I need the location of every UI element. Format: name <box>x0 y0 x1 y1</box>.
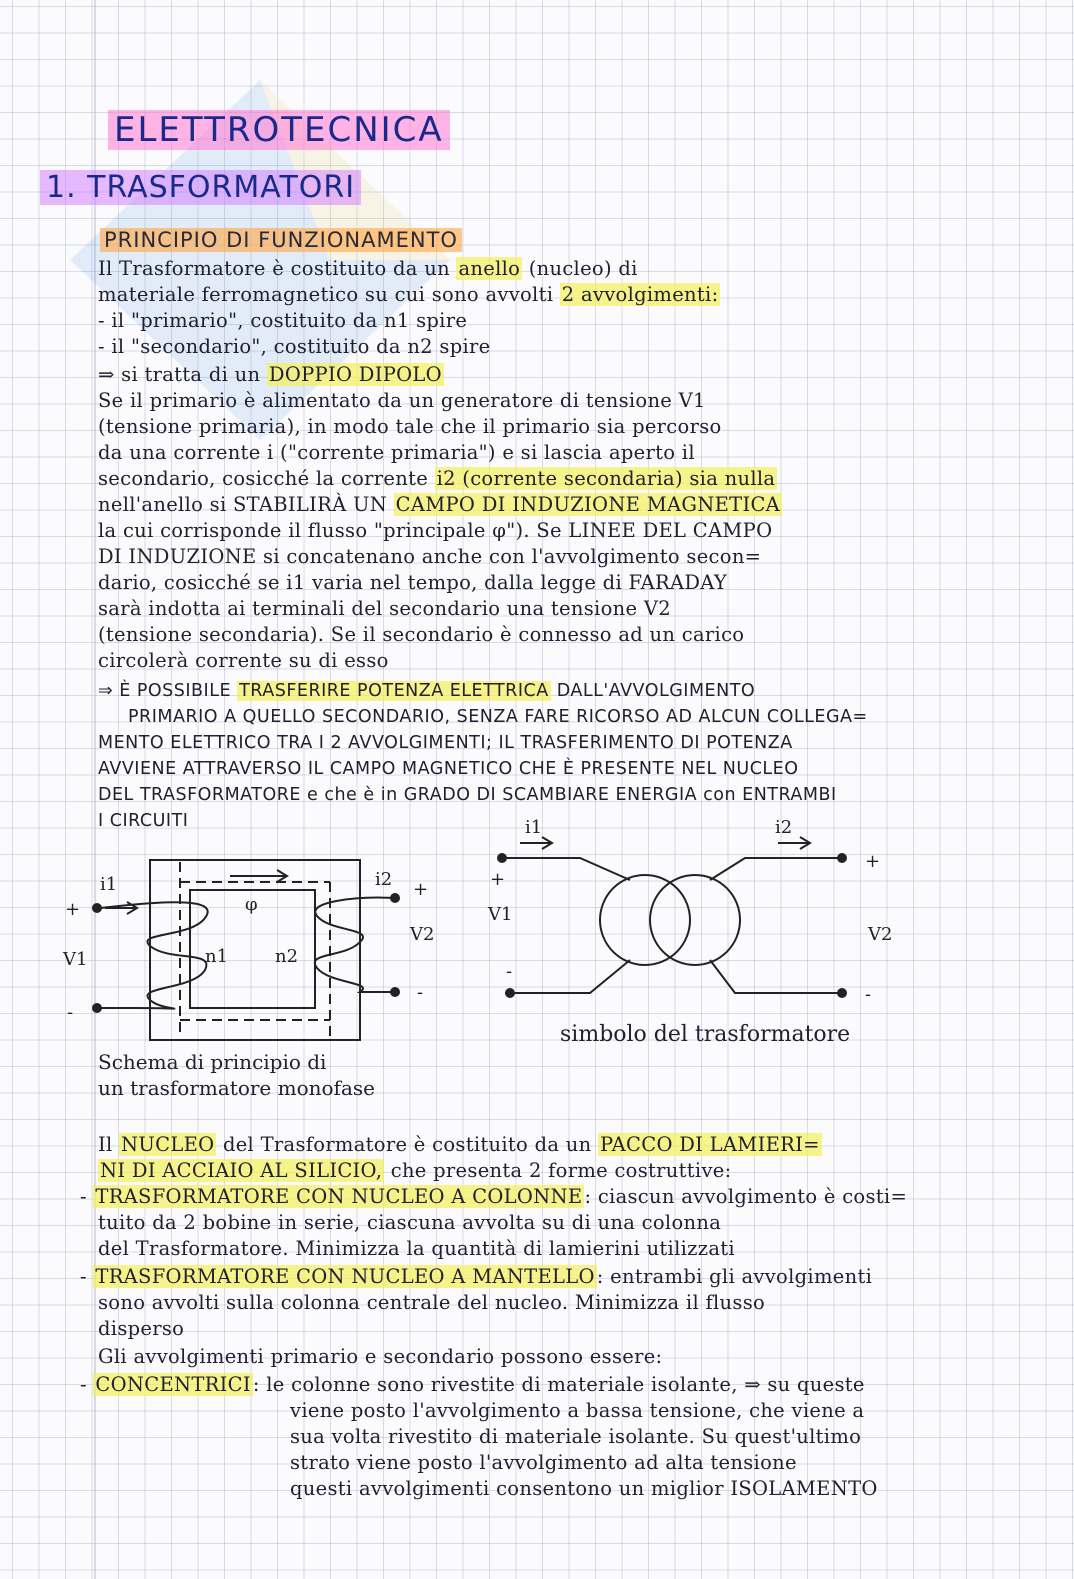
n2-label: n2 <box>275 946 299 967</box>
plus-sign: + <box>65 899 81 920</box>
text-line: sono avvolti sulla colonna centrale del nucleo. Minimizza il flusso <box>98 1291 766 1314</box>
page-title: ELETTROTECNICA <box>108 110 450 150</box>
n1-label: n1 <box>205 946 229 967</box>
i2-label: i2 <box>775 817 793 838</box>
plus-sign: + <box>413 879 429 900</box>
text-line: la cui corrisponde il flusso "principale φ"). Se LINEE DEL CAMPO <box>98 519 773 542</box>
text-line: Gli avvolgimenti primario e secondario possono essere: <box>98 1345 663 1368</box>
highlight: CAMPO DI INDUZIONE MAGNETICA <box>395 493 781 516</box>
highlight: NI DI ACCIAIO AL SILICIO, <box>100 1159 383 1182</box>
phi-label: φ <box>245 894 258 915</box>
text-line: ⇒ si tratta di un DOPPIO DIPOLO <box>98 363 442 386</box>
text-line: questi avvolgimenti consentono un miglior ISOLAMENTO <box>290 1477 878 1500</box>
i1-label: i1 <box>100 874 118 895</box>
highlight: TRASFERIRE POTENZA ELETTRICA <box>239 681 549 701</box>
text-line: strato viene posto l'avvolgimento ad alta tensione <box>290 1451 797 1474</box>
text-line: - CONCENTRICI : le colonne sono rivestite di materiale isolante, ⇒ su queste <box>80 1373 865 1396</box>
text-line: Il NUCLEO del Trasformatore è costituito da un PACCO DI LAMIERI= <box>98 1133 820 1156</box>
v1-label: V1 <box>63 949 88 970</box>
transformer-symbol-diagram <box>480 815 900 1015</box>
text-line: (tensione primaria), in modo tale che il primario sia percorso <box>98 415 722 438</box>
text-line: (tensione secondaria). Se il secondario è connesso ad un carico <box>98 623 745 646</box>
text-line: ⇒ È POSSIBILE TRASFERIRE POTENZA ELETTRICA DALL'AVVOLGIMENTO <box>98 681 756 701</box>
margin-line <box>94 0 96 1579</box>
minus-sign: - <box>417 982 424 1003</box>
text-line: DEL TRASFORMATORE e che è in GRADO DI SCAMBIARE ENERGIA con ENTRAMBI <box>98 785 837 805</box>
text-line: I CIRCUITI <box>98 811 189 831</box>
highlight: DOPPIO DIPOLO <box>268 363 442 386</box>
figure-caption: Schema di principio di <box>98 1050 327 1074</box>
i1-label: i1 <box>525 817 543 838</box>
minus-sign: - <box>865 984 872 1005</box>
text-line: - TRASFORMATORE CON NUCLEO A COLONNE : ciascun avvolgimento è costi= <box>80 1185 908 1208</box>
v2-label: V2 <box>868 924 893 945</box>
text-line: tuito da 2 bobine in serie, ciascuna avvolta su di una colonna <box>98 1211 722 1234</box>
transformer-principle-diagram <box>55 840 455 1050</box>
text-line: del Trasformatore. Minimizza la quantità di lamierini utilizzati <box>98 1237 735 1260</box>
text-line: sua volta rivestito di materiale isolante. Su quest'ultimo <box>290 1425 862 1448</box>
highlight: CONCENTRICI <box>95 1373 251 1396</box>
text-line: - il "secondario", costituito da n2 spire <box>98 335 491 358</box>
minus-sign: - <box>67 1002 74 1023</box>
plus-sign: + <box>865 851 881 872</box>
highlight: anello <box>458 257 521 280</box>
v1-label: V1 <box>488 904 513 925</box>
text-line: MENTO ELETTRICO TRA I 2 AVVOLGIMENTI; IL TRASFERIMENTO DI POTENZA <box>98 733 793 753</box>
text-line: materiale ferromagnetico su cui sono avvolti 2 avvolgimenti: <box>98 283 719 306</box>
text-line: viene posto l'avvolgimento a bassa tensione, che viene a <box>290 1399 865 1422</box>
minus-sign: - <box>506 961 513 982</box>
text-line: secondario, cosicché la corrente i2 (corrente secondaria) sia nulla <box>98 467 776 490</box>
text-line: da una corrente i ("corrente primaria") e si lascia aperto il <box>98 441 695 464</box>
highlight: NUCLEO <box>121 1133 215 1156</box>
highlight: 2 avvolgimenti: <box>561 283 719 306</box>
text-line: DI INDUZIONE si concatenano anche con l'avvolgimento secon= <box>98 545 762 568</box>
text-line: - il "primario", costituito da n1 spire <box>98 309 468 332</box>
text-line: circolerà corrente su di esso <box>98 649 389 672</box>
i2-label: i2 <box>375 869 393 890</box>
highlight: PACCO DI LAMIERI= <box>600 1133 820 1156</box>
text-line: Il Trasformatore è costituito da un anello (nucleo) di <box>98 257 638 280</box>
text-line: sarà indotta ai terminali del secondario una tensione V2 <box>98 597 671 620</box>
text-line: PRIMARIO A QUELLO SECONDARIO, SENZA FARE RICORSO AD ALCUN COLLEGA= <box>128 707 868 727</box>
plus-sign: + <box>490 869 506 890</box>
figure-caption: simbolo del trasformatore <box>560 1022 851 1047</box>
highlight: TRASFORMATORE CON NUCLEO A MANTELLO <box>95 1265 595 1288</box>
highlight: i2 (corrente secondaria) sia nulla <box>436 467 776 490</box>
text-line: - TRASFORMATORE CON NUCLEO A MANTELLO : entrambi gli avvolgimenti <box>80 1265 873 1288</box>
highlight: TRASFORMATORE CON NUCLEO A COLONNE <box>95 1185 583 1208</box>
text-line: NI DI ACCIAIO AL SILICIO, che presenta 2 forme costruttive: <box>100 1159 732 1182</box>
figure-caption: un trasformatore monofase <box>98 1076 375 1100</box>
v2-label: V2 <box>410 924 435 945</box>
text-line: dario, cosicché se i1 varia nel tempo, dalla legge di FARADAY <box>98 571 728 594</box>
text-line: AVVIENE ATTRAVERSO IL CAMPO MAGNETICO CHE È PRESENTE NEL NUCLEO <box>98 759 799 779</box>
text-line: nell'anello si STABILIRÀ UN CAMPO DI INDUZIONE MAGNETICA <box>98 493 781 516</box>
chapter-title: 1. TRASFORMATORI <box>40 170 361 205</box>
section-heading: PRINCIPIO DI FUNZIONAMENTO <box>100 228 462 252</box>
text-line: Se il primario è alimentato da un generatore di tensione V1 <box>98 389 706 412</box>
text-line: disperso <box>98 1317 185 1340</box>
